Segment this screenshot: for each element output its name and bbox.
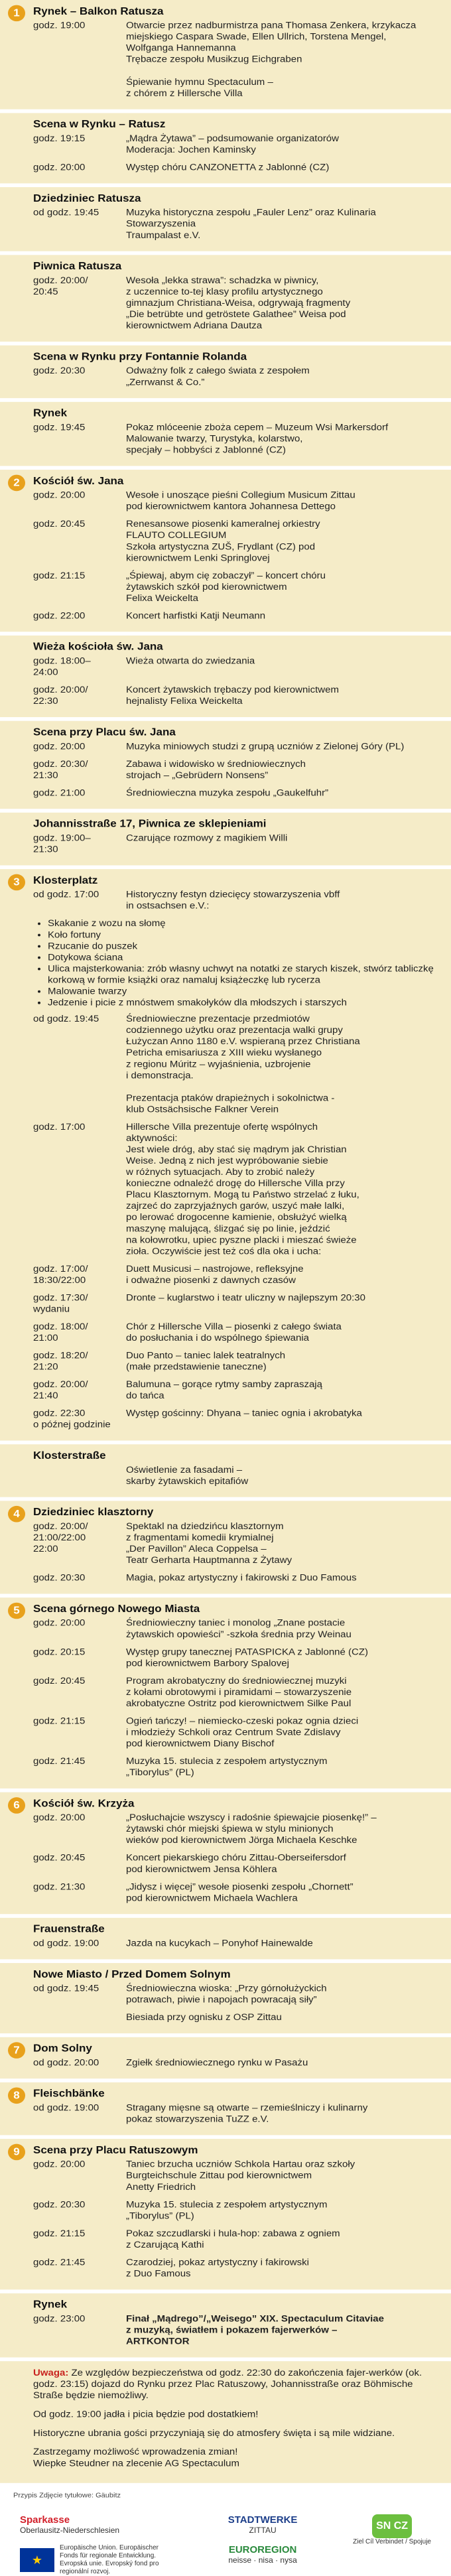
- location-number-badge: 8: [8, 2087, 25, 2104]
- location-number-badge: 6: [8, 1797, 25, 1814]
- event-time: od godz. 19:45: [33, 1013, 99, 1024]
- event-time: godz. 20:00: [33, 740, 86, 752]
- location-section: [0, 721, 451, 809]
- event-description: Średniowieczna muzyka zespołu „Gaukelfuhr”: [126, 787, 329, 799]
- location-section: [0, 1963, 451, 2033]
- stadtwerke-logo: [228, 2514, 298, 2565]
- location-number-badge: 9: [8, 2144, 25, 2161]
- activity-item: • Jedzenie i picie z mnóstwem smakołyków dla młodszych i starszych: [48, 997, 435, 1008]
- event-row: [33, 162, 435, 173]
- location-title: Scena przy Placu św. Jana: [33, 726, 176, 738]
- event-description: Oświetlenie za fasadami – skarby żytawskich epitafiów: [126, 1464, 249, 1487]
- event-row: [33, 1350, 435, 1373]
- activity-item: • Dotykowa ściana: [48, 952, 435, 963]
- event-row: [33, 1322, 435, 1344]
- event-description: Biesiada przy ognisku z OSP Zittau: [126, 2011, 282, 2023]
- event-time: godz. 20:00: [33, 2159, 86, 2170]
- event-description: Renesansowe piosenki kameralnej orkiestry FLAUTO COLLEGIUM Szkoła artystyczna ZUŠ, Frydlant (CZ) pod kierownictwem Lenki Springlovej: [126, 518, 320, 564]
- event-time: godz. 20:00/ 22:30: [33, 684, 88, 707]
- changes-note: Zastrzegamy możliwość wprowadzenia zmian! Wiepke Steudner na zlecenie AG Spectaculum: [33, 2446, 240, 2469]
- event-time: godz. 20:00/ 21:00/22:00 22:00: [33, 1521, 88, 1554]
- eu-flag-icon: ★: [20, 2548, 54, 2572]
- event-description: Muzyka miniowych studzi z grupą uczniów z Zielonej Góry (PL): [126, 740, 405, 752]
- event-row: [33, 366, 435, 388]
- event-time: od godz. 17:00: [33, 889, 99, 900]
- event-time: godz. 21:45: [33, 2257, 86, 2268]
- event-time: godz. 20:45: [33, 518, 86, 529]
- event-time: godz. 20:30/ 21:30: [33, 758, 88, 781]
- photo-credit: Przypis Zdjęcie tytułowe: Gäubitz: [13, 2492, 121, 2500]
- event-time: godz. 23:00: [33, 2313, 86, 2325]
- location-title: Scena górnego Nowego Miasta: [33, 1602, 200, 1615]
- stadtwerke-name: STADTWERKE: [227, 2514, 298, 2526]
- location-section: [0, 1444, 451, 1497]
- event-row: [33, 2159, 435, 2193]
- location-title: Scena w Rynku – Ratusz: [33, 117, 166, 130]
- event-time: godz. 17:00: [33, 1121, 86, 1132]
- event-row: [33, 571, 435, 604]
- activity-item: • Skakanie z wozu na słomę: [48, 918, 435, 929]
- location-title: Nowe Miasto / Przed Domem Solnym: [33, 1968, 231, 1980]
- location-title: Scena w Rynku przy Fontannie Rolanda: [33, 350, 247, 363]
- event-row: [33, 1572, 435, 1584]
- euroregion-name: EUROREGION: [228, 2544, 297, 2555]
- event-row: [33, 1938, 435, 1949]
- event-description: Finał „Mądrego”/„Weisego” XIX. Spectaculum Citaviae z muzyką, światłem i pokazem fajerwerków – ARTKONTOR: [126, 2313, 384, 2347]
- event-time: od godz. 19:00: [33, 2102, 99, 2114]
- event-time: od godz. 19:45: [33, 207, 99, 218]
- event-description: Występ chóru CANZONETTA z Jablonné (CZ): [126, 162, 330, 173]
- event-time: godz. 20:45: [33, 1675, 86, 1686]
- location-title: Dziedziniec Ratusza: [33, 192, 141, 204]
- location-section: [0, 2037, 451, 2078]
- event-description: Średniowieczny taniec i monolog „Znane postacie żytawskich opowieści” -szkoła średnia przy Weinau: [126, 1617, 352, 1640]
- sn-cz-sub: Ziel Cíl Verbindet / Spojuje: [353, 2538, 431, 2545]
- event-time: godz. 20:30: [33, 365, 86, 377]
- location-section: [0, 255, 451, 342]
- event-time: od godz. 19:45: [33, 1983, 99, 1994]
- activity-item: • Koło fortuny: [48, 929, 435, 941]
- event-row: [33, 1521, 435, 1566]
- event-row: [33, 1292, 435, 1315]
- location-title: Rynek: [33, 2298, 68, 2311]
- sparkasse-sub: Oberlausitz-Niederschlesien: [20, 2526, 120, 2535]
- event-time: godz. 20:00/ 20:45: [33, 275, 88, 297]
- location-section: [0, 2139, 451, 2289]
- location-title: Wieża kościoła św. Jana: [33, 640, 163, 653]
- event-row: [33, 1983, 435, 2005]
- event-time: godz. 20:00: [33, 1812, 86, 1823]
- event-time: od godz. 19:00: [33, 1938, 99, 1949]
- event-row: [33, 1122, 435, 1257]
- event-description: Wieża otwarta do zwiedzania: [126, 655, 255, 667]
- event-description: Wesołe i unoszące pieśni Collegium Musicum Zittau pod kierownictwem kantora Johannesa Dettego: [126, 490, 355, 512]
- location-number-badge: 7: [8, 2042, 25, 2059]
- location-title: Dom Solny: [33, 2042, 92, 2055]
- location-section: [0, 113, 451, 183]
- event-time: godz. 18:20/ 21:20: [33, 1350, 88, 1373]
- location-title: Johannisstraße 17, Piwnica ze sklepieniami: [33, 817, 267, 830]
- event-row: [33, 2257, 435, 2279]
- event-row: [33, 758, 435, 781]
- event-description: Jazda na kucykach – Ponyhof Hainewalde: [126, 1938, 313, 1949]
- event-row: [33, 422, 435, 456]
- event-description: Dronte – kuglarstwo i teatr uliczny w najlepszym 20:30: [126, 1292, 365, 1304]
- event-description: Otwarcie przez nadburmistrza pana Thomasa Zenkera, krzykacza miejskiego Caspara Swade, Ellen Ullrich, Torstena Mengel, Wolfganga Hannemanna Trębacze zespołu Musikzug Eichgraben Śpiewanie hymnu Spectaculum – z chórem z Hillersche Villa: [126, 20, 417, 99]
- sparkasse-name: Sparkasse: [20, 2514, 70, 2526]
- event-row: [33, 20, 435, 99]
- event-time: godz. 19:00: [33, 20, 86, 31]
- location-number-badge: 4: [8, 1506, 25, 1523]
- event-description: Taniec brzucha uczniów Schkola Hartau oraz szkoły Burgteichschule Zittau pod kierownictwem Anetty Friedrich: [126, 2159, 355, 2193]
- event-row: [33, 2012, 435, 2023]
- location-section: [0, 1597, 451, 1789]
- location-title: Piwnica Ratusza: [33, 259, 122, 272]
- food-note: Od godz. 19:00 jadła i picia będzie pod dostatkiem!: [33, 2409, 259, 2420]
- event-description: Historyczny festyn dziecięcy stowarzyszenia vbff in ostsachsen e.V.:: [126, 889, 340, 912]
- event-row: [33, 133, 435, 156]
- event-description: Ogień tańczy! – niemiecko-czeski pokaz ognia dzieci i młodzieży Schkoli oraz Centrum Svate Zdislavy pod kierownictwem Diany Bischof: [126, 1716, 359, 1749]
- event-description: Pokaz szczudlarski i hula-hop: zabawa z ogniem z Czarującą Kathi: [126, 2228, 340, 2250]
- event-row: [33, 1716, 435, 1749]
- event-time: godz. 22:00: [33, 610, 86, 622]
- event-row: [33, 1264, 435, 1286]
- event-time: godz. 21:00: [33, 787, 86, 799]
- location-title: Rynek – Balkon Ratusza: [33, 5, 164, 17]
- location-section: [0, 0, 451, 109]
- event-row: [33, 655, 435, 678]
- location-section: [0, 2082, 451, 2135]
- event-description: Odważny folk z całego świata z zespołem „Zerrwanst & Co.”: [126, 365, 310, 388]
- costume-note: Historyczne ubrania gości przyczyniają się do atmosfery święta i są mile widziane.: [33, 2427, 395, 2439]
- activity-item: • Rzucanie do puszek: [48, 941, 435, 952]
- location-title: Rynek: [33, 407, 68, 419]
- euroregion-sub: neisse · nisa · nysa: [228, 2555, 297, 2565]
- event-description: Koncert piekarskiego chóru Zittau-Oberseifersdorf pod kierownictwem Jensa Köhlera: [126, 1852, 346, 1875]
- event-row: [33, 1379, 435, 1402]
- location-title: Scena przy Placu Ratuszowym: [33, 2143, 198, 2156]
- location-title: Kościół św. Krzyża: [33, 1797, 135, 1810]
- location-title: Frauenstraße: [33, 1923, 105, 1935]
- event-description: Występ grupy tanecznej PATASPICKA z Jablonné (CZ) pod kierownictwem Barbory Spalovej: [126, 1646, 369, 1669]
- location-section: [0, 813, 451, 866]
- event-description: Duett Musicusi – nastrojowe, refleksyjne i odważne piosenki z dawnych czasów: [126, 1263, 304, 1286]
- event-description: Muzyka historyczna zespołu „Fauler Lenz” oraz Kulinaria Stowarzyszenia Traumpalast e.V.: [126, 207, 376, 241]
- eu-fund-text: Europäische Union. Europäischer Fonds für regionale Entwicklung. Evropská unie. Evropský fond pro regionální rozvoj.: [60, 2544, 159, 2575]
- location-section: [0, 2293, 451, 2358]
- activity-item: • Ulica majsterkowania: zrób własny uchwyt na notatki ze starych kiszek, stwórz tabliczkę korkową w formie książki oraz namaluj książeczkę lub rycerza: [48, 963, 435, 986]
- event-description: „Mądra Żytawa” – podsumowanie organizatorów Moderacja: Jochen Kaminsky: [126, 133, 339, 155]
- event-row: [33, 2228, 435, 2251]
- event-time: godz. 17:30/ wydaniu: [33, 1292, 88, 1315]
- event-description: Zgiełk średniowiecznego rynku w Pasażu: [126, 2057, 308, 2068]
- event-time: godz. 20:00: [33, 490, 86, 501]
- event-row: [33, 2057, 435, 2068]
- event-description: Średniowieczna wioska: „Przy górnołużyckich potrawach, piwie i napojach powracają siły”: [126, 1983, 327, 2005]
- event-time: godz. 20:15: [33, 1646, 86, 1658]
- event-description: Magia, pokaz artystyczny i fakirowski z Duo Famous: [126, 1572, 357, 1584]
- location-number-badge: 1: [8, 5, 25, 22]
- location-section: [0, 1501, 451, 1593]
- location-section: [0, 187, 451, 251]
- event-row: [33, 1617, 435, 1640]
- event-description: „Śpiewaj, abym cię zobaczył” – koncert chóru żytawskich szkół pod kierownictwem Felixa Weickelta: [126, 570, 326, 604]
- event-time: godz. 18:00– 24:00: [33, 655, 91, 678]
- event-description: Pokaz mlóceenie zboża cepem – Muzeum Wsi Markersdorf Malowanie twarzy, Turystyka, kolarstwo, specjały – hobbyści z Jablonné (CZ): [126, 422, 389, 456]
- event-row: [33, 787, 435, 799]
- safety-note: [33, 2368, 435, 2402]
- safety-note-label: Uwaga:: [33, 2367, 69, 2378]
- notes-section: [0, 2361, 451, 2483]
- event-row: [33, 207, 435, 241]
- location-title: Dziedziniec klasztorny: [33, 1505, 154, 1518]
- event-row: [33, 490, 435, 512]
- event-row: [33, 1408, 435, 1430]
- event-time: godz. 21:15: [33, 1716, 86, 1727]
- event-time: godz. 18:00/ 21:00: [33, 1321, 88, 1343]
- safety-note-text: Ze względów bezpieczeństwa od godz. 22:30 do zakończenia fajer-werków (ok. godz. 23:15) dojazd do Rynku przez Plac Ratuszowy, Johannisstraße oraz Böhmische Straße będzie niemożliwy.: [33, 2367, 422, 2401]
- sn-cz-badge: SN CZ: [372, 2514, 412, 2538]
- location-section: [0, 402, 451, 466]
- event-description: Występ gościnny: Dhyana – taniec ognia i akrobatyka: [126, 1408, 362, 1419]
- event-time: godz. 19:00– 21:30: [33, 833, 91, 855]
- event-row: [33, 2102, 435, 2125]
- event-time: godz. 21:45: [33, 1755, 86, 1767]
- event-time: godz. 19:45: [33, 422, 86, 433]
- location-number-badge: 5: [8, 1603, 25, 1619]
- location-section: [0, 470, 451, 632]
- location-number-badge: 2: [8, 475, 25, 492]
- event-row: [33, 275, 435, 332]
- event-row: [33, 889, 435, 912]
- event-time: godz. 17:00/ 18:30/22:00: [33, 1263, 88, 1286]
- location-section: [0, 1918, 451, 1959]
- event-description: Chór z Hillersche Villa – piosenki z całego świata do posłuchania i do wspólnego śpiewania: [126, 1321, 342, 1343]
- event-description: Koncert żytawskich trębaczy pod kierownictwem hejnalisty Felixa Weickelta: [126, 684, 339, 707]
- event-row: [33, 1464, 435, 1487]
- sn-cz-logo: [353, 2514, 431, 2546]
- location-title: Kościół św. Jana: [33, 474, 124, 487]
- event-time: godz. 20:00/ 21:40: [33, 1379, 88, 1401]
- event-time: godz. 20:45: [33, 1852, 86, 1864]
- location-section: [0, 636, 451, 717]
- event-description: Stragany mięsne są otwarte – rzemieślniczy i kulinarny pokaz stowarzyszenia TuZZ e.V.: [126, 2102, 368, 2125]
- location-number-badge: 3: [8, 874, 25, 891]
- event-row: [33, 1676, 435, 1710]
- event-description: Hillersche Villa prezentuje ofertę wspólnych aktywności: Jest wiele dróg, aby stać się mądrym jak Christian Weise. Jedną z nich jest wypróbowanie siebie w różnych sytuacjach. Aby to zrobić należy konieczne odnaleźć drogę do Hillersche Villa przy Placu Klasztornym. Mogą tu Państwo strzelać z łuku, zajrzeć do zaprzyjaźnych garów, uszyć małe lalki, po lerować drogocenne kamienie, obsłużyć wielką maszynę malującą, ślizgać się po linie, jeździć na kołowrotku, upiec pyszne placki i mieszać świeże zioła. Oczywiście jest też coś dla oka i ucha:: [126, 1121, 359, 1257]
- event-time: godz. 21:15: [33, 570, 86, 581]
- event-time: godz. 22:30 o późnej godzinie: [33, 1408, 111, 1430]
- location-section: [0, 346, 451, 399]
- location-title: Klosterplatz: [33, 874, 98, 886]
- event-row: [33, 1647, 435, 1669]
- event-description: Muzyka 15. stulecia z zespołem artystycznym „Tiborylus” (PL): [126, 1755, 328, 1778]
- event-time: od godz. 20:00: [33, 2057, 99, 2068]
- event-time: godz. 19:15: [33, 133, 86, 144]
- event-description: Zabawa i widowisko w średniowiecznych strojach – „Gebrüdern Nonsens”: [126, 758, 306, 781]
- event-row: [33, 833, 435, 855]
- location-title: Fleischbänke: [33, 2087, 105, 2100]
- event-description: Program akrobatyczny do średniowiecznej muzyki z kołami obrotowymi i piramidami – stowarzyszenie akrobatyczne Ostritz pod kierownictwem Silke Paul: [126, 1675, 352, 1709]
- event-time: godz. 20:00: [33, 1617, 86, 1629]
- event-row: [33, 1812, 435, 1846]
- event-description: Czarujące rozmowy z magikiem Willi: [126, 833, 288, 844]
- event-time: godz. 21:15: [33, 2228, 86, 2239]
- event-time: godz. 20:00: [33, 162, 86, 173]
- event-row: [33, 1756, 435, 1779]
- event-time: godz. 21:30: [33, 1881, 86, 1893]
- event-description: Koncert harfistki Katji Neumann: [126, 610, 266, 622]
- event-description: Muzyka 15. stulecia z zespołem artystycznym „Tiborylus” (PL): [126, 2199, 328, 2222]
- event-description: Duo Panto – taniec lalek teatralnych (małe przedstawienie taneczne): [126, 1350, 286, 1373]
- activity-list: [33, 918, 435, 1008]
- sparkasse-logo: [20, 2514, 172, 2576]
- event-row: [33, 2199, 435, 2222]
- activity-item: • Malowanie twarzy: [48, 986, 435, 997]
- event-row: [33, 1881, 435, 1904]
- event-row: [33, 2313, 435, 2347]
- event-row: [33, 1014, 435, 1115]
- event-description: Średniowieczne prezentacje przedmiotów codziennego użytku oraz prezentacja walki grupy Łużyczan Anno 1180 e.V. wspieraną przez Christiana Petricha emisariusza z XIII wieku wysłanego z regionu Múritz – wyjaśnienia, uzbrojenie i demonstracja. Prezentacja ptaków drapieżnych i sokolnictwa - klub Ostsächsische Falkner Verein: [126, 1013, 360, 1115]
- event-time: [33, 1464, 126, 1487]
- event-description: „Posłuchajcie wszyscy i radośnie śpiewajcie piosenkę!” – żytawski chór miejski śpiewa w stylu minionych wieków pod kierownictwem Jörga Michaela Keschke: [126, 1812, 377, 1846]
- event-row: [33, 610, 435, 622]
- event-description: Czarodziej, pokaz artystyczny i fakirowski z Duo Famous: [126, 2257, 309, 2279]
- event-time: godz. 20:30: [33, 1572, 86, 1584]
- location-section: [0, 869, 451, 1440]
- event-description: „Jidysz i więcej” wesołe piosenki zespołu „Chornett” pod kierownictwem Michaela Wachlera: [126, 1881, 354, 1904]
- event-row: [33, 519, 435, 564]
- event-row: [33, 685, 435, 707]
- sponsor-footer: [0, 2508, 451, 2575]
- event-description: Wesoła „lekka strawa”: schadzka w piwnicy, z uczennice to-tej klasy profilu artystycznego gimnazjum Christiana-Weisa, odgrywają fragmenty „Die betrübte und getröstete Galathee” Weisa pod kierownictwem Adriana Dautza: [126, 275, 351, 331]
- location-title: Klosterstraße: [33, 1449, 106, 1461]
- location-section: [0, 1793, 451, 1915]
- stadtwerke-sub: ZITTAU: [249, 2526, 277, 2535]
- event-row: [33, 1852, 435, 1875]
- event-time: [33, 2012, 126, 2023]
- event-time: godz. 20:30: [33, 2199, 86, 2210]
- event-description: Spektakl na dziedzińcu klasztornym z fragmentami komedii krymialnej „Der Pavillon” Aleca Coppelsa – Teatr Gerharta Hauptmanna z Żytawy: [126, 1521, 292, 1566]
- event-row: [33, 741, 435, 752]
- event-description: Balumuna – gorące rytmy samby zapraszają do tańca: [126, 1379, 322, 1401]
